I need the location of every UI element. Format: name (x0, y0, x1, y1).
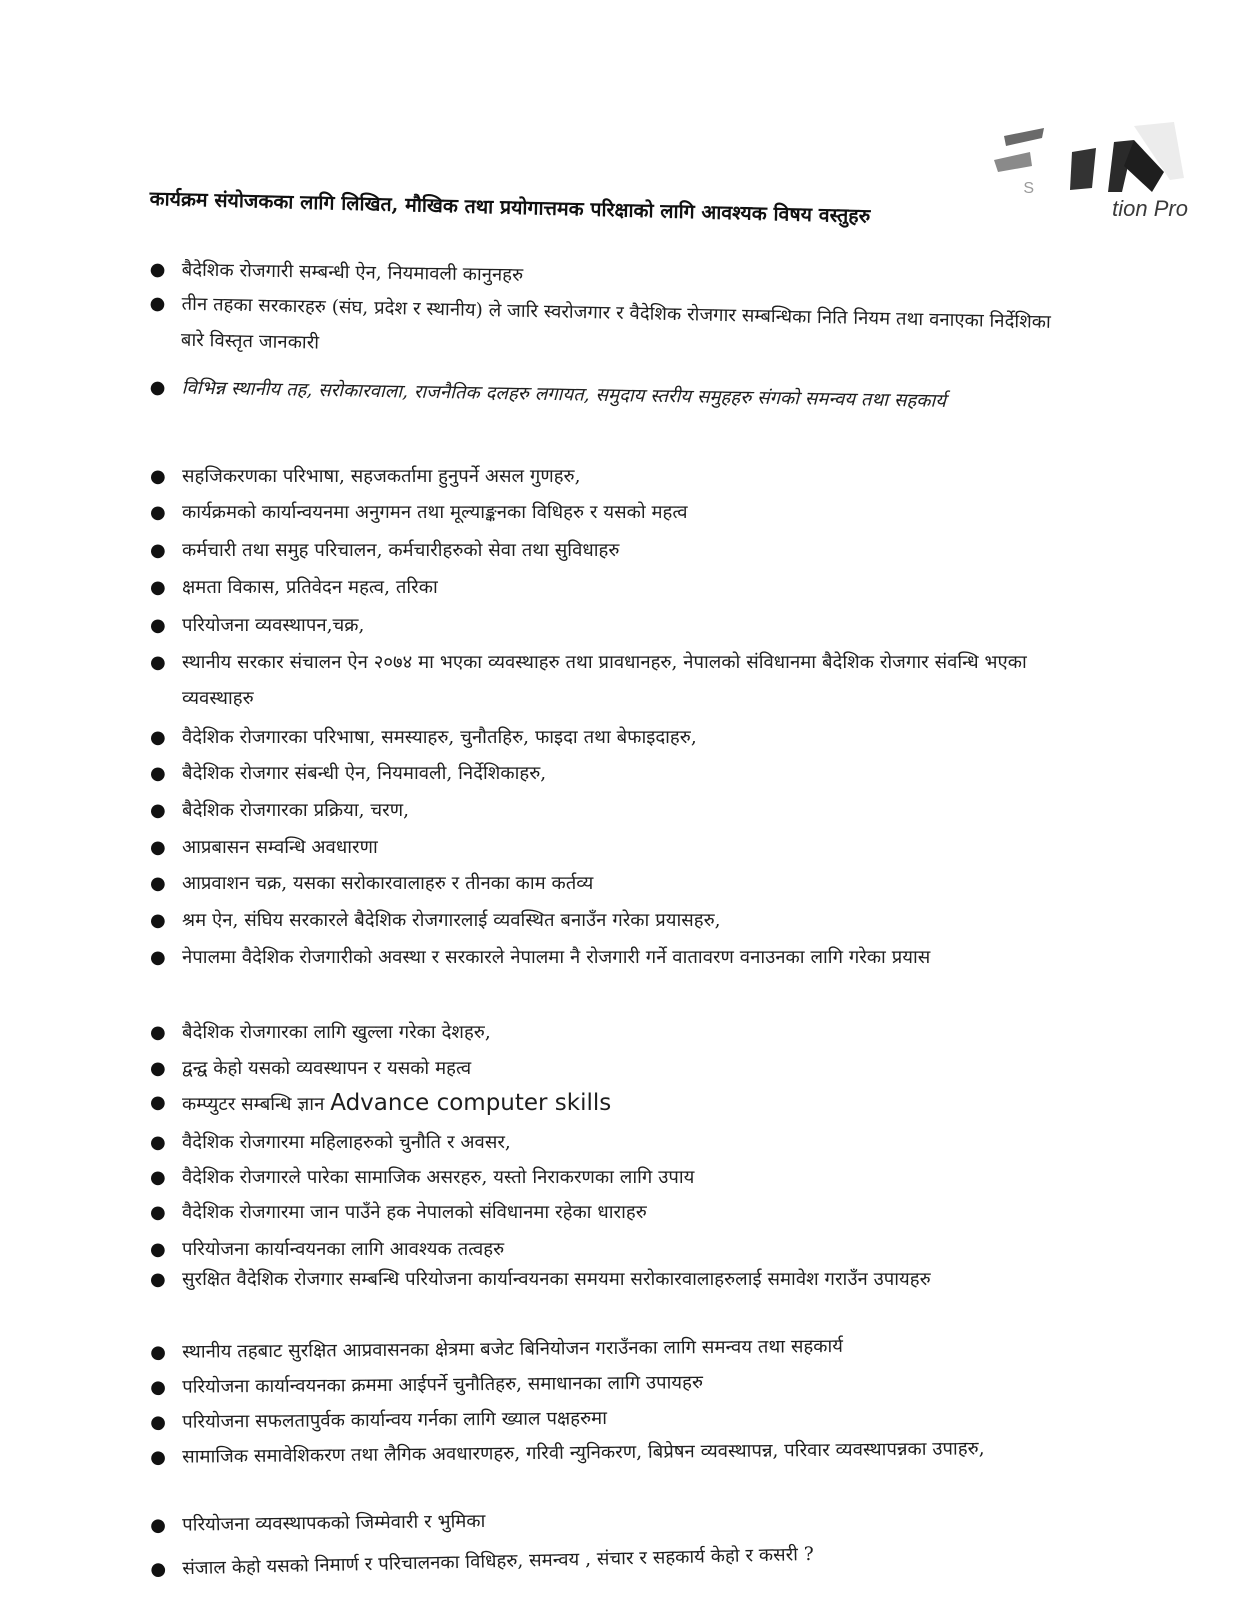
list-item-text: वैदेशिक रोजगारमा जान पाउँने हक नेपालको संविधानमा रहेका धाराहरु (182, 1202, 647, 1223)
list-item (150, 756, 1070, 792)
list-item-text (150, 1085, 1070, 1123)
logo-small-text: S (1023, 180, 1034, 197)
list-item-text: नेपालमा वैदेशिक रोजगारीको अवस्था र सरकारले नेपालमा नै रोजगारी गर्ने वातावरण वनाउनका लागि गरेका प्रयास (182, 947, 931, 968)
list-item-text: आप्रबासन सम्वन्धि अवधारणा (182, 837, 378, 858)
list-item (150, 1051, 1070, 1087)
list-item-text: तीन तहका सरकारहरु (संघ, प्रदेश र स्थानीय) ले जारि स्वरोजगार र वैदेशिक रोजगार सम्बन्धिका निति नियम तथा वनाएका निर्देशिका बारे विस्तृत जानकारी (180, 293, 1051, 354)
list-item (150, 495, 1070, 531)
list-item (150, 903, 1070, 939)
list-item (150, 1262, 1070, 1298)
list-item-text: आप्रवाशन चक्र, यसका सरोकारवालाहरु र तीनका काम कर्तव्य (182, 873, 594, 894)
list-item (150, 1125, 1070, 1161)
bullet-icon: ● (150, 577, 166, 598)
list-item (150, 645, 1070, 717)
list-item-text: परियोजना कार्यान्वयनका लागि आवश्यक तत्वहरु (182, 1239, 505, 1260)
bullet-icon: ● (150, 1132, 166, 1153)
list-item (150, 459, 1070, 495)
bullet-icon: ● (150, 1092, 166, 1113)
list-item (150, 1085, 1070, 1123)
list-item-text: परियोजना व्यवस्थापन,चक्र, (182, 615, 365, 636)
list-item-text: क्षमता विकास, प्रतिवेदन महत्व, तरिका (182, 577, 438, 598)
bullet-icon: ● (150, 837, 166, 858)
page-title: कार्यक्रम संयोजकका लागि लिखित, मौखिक तथा प्रयोगात्तमक परिक्षाको लागि आवश्यक विषय वस्तुहरु (149, 186, 871, 228)
list-item (150, 793, 1070, 829)
list-item-text: संजाल केहो यसको निमार्ण र परिचालनका विधिहरु, समन्वय , संचार र सहकार्य केहो र कसरी ? (182, 1543, 815, 1580)
list-item-text: सामाजिक समावेशिकरण तथा लैगिक अवधारणहरु, गरिवी न्युनिकरण, बिप्रेषन व्यवस्थापन्न, परिवार व्यवस्थापन्नका उपाहरु, (182, 1438, 985, 1468)
bullet-icon: ● (150, 1558, 167, 1580)
list-item-text: सहजिकरणका परिभाषा, सहजकर्तामा हुनुपर्ने असल गुणहरु, (182, 466, 581, 487)
bullet-icon: ● (150, 1022, 166, 1043)
bullet-icon: ● (150, 652, 166, 673)
list-item-text: वैदेशिक रोजगारले पारेका सामाजिक असरहरु, यस्तो निराकरणका लागि उपाय (182, 1167, 695, 1188)
bullet-icon: ● (150, 502, 166, 523)
bullet-icon: ● (150, 540, 166, 561)
list-item (150, 866, 1070, 902)
list-item-text: कर्मचारी तथा समुह परिचालन, कर्मचारीहरुको सेवा तथा सुविधाहरु (182, 540, 620, 561)
list-item-text: स्थानीय सरकार संचालन ऐन २०७४ मा भएका व्यवस्थाहरु तथा प्रावधानहरु, नेपालको संविधानमा बैदेशिक रोजगार संवन्धि भएका व्यवस्थाहरु (182, 652, 1027, 709)
bullet-icon: ● (150, 1446, 167, 1468)
list-item (150, 570, 1070, 606)
list-item-text: बैदेशिक रोजगारका लागि खुल्ला गरेका देशहरु, (182, 1022, 491, 1043)
bullet-icon: ● (150, 1341, 166, 1363)
bullet-icon: ● (150, 763, 166, 784)
bullet-icon: ● (149, 292, 166, 315)
bullet-icon: ● (150, 910, 166, 931)
list-item-text: वैदेशिक रोजगारका परिभाषा, समस्याहरु, चुनौतहिरु, फाइदा तथा बेफाइदाहरु, (182, 727, 697, 748)
list-item-text: बैदेशिक रोजगारी सम्बन्धी ऐन, नियमावली कानुनहरु (181, 259, 524, 286)
bullet-icon: ● (150, 1376, 166, 1398)
bullet-icon: ● (150, 873, 166, 894)
list-item (150, 720, 1070, 756)
list-item (150, 1160, 1070, 1196)
list-item-text: वैदेशिक रोजगारमा महिलाहरुको चुनौति र अवसर, (182, 1132, 511, 1153)
list-item-text-nepali: कम्प्युटर सम्बन्धि ज्ञान (182, 1094, 325, 1115)
list-item (150, 1015, 1070, 1051)
bullet-icon: ● (150, 1514, 167, 1536)
bullet-icon: ● (150, 1411, 166, 1433)
bullet-icon: ● (149, 258, 166, 281)
list-item-text: परियोजना कार्यान्वयनका क्रममा आईपर्ने चुनौतिहरु, समाधानका लागि उपायहरु (182, 1372, 704, 1398)
list-item-text: कार्यक्रमको कार्यान्वयनमा अनुगमन तथा मूल्याङ्कनका विधिहरु र यसको महत्व (182, 502, 688, 523)
list-item (149, 370, 1069, 422)
english-phrase: Advance computer skills (330, 1090, 612, 1116)
list-item (150, 533, 1070, 569)
bullet-icon: ● (150, 615, 166, 636)
bullet-icon: ● (150, 947, 166, 968)
list-item-text: श्रम ऐन, संघिय सरकारले बैदेशिक रोजगारलाई व्यवस्थित बनाउँन गरेका प्रयासहरु, (182, 910, 721, 931)
bullet-icon: ● (150, 1269, 166, 1290)
bullet-icon: ● (150, 1058, 166, 1079)
bullet-icon: ● (149, 376, 166, 399)
list-item (150, 608, 1070, 644)
list-item-text: द्वन्द्व केहो यसको व्यवस्थापन र यसको महत्व (182, 1058, 472, 1079)
list-item (150, 830, 1070, 866)
bullet-icon: ● (150, 1239, 166, 1260)
list-item-text: सुरक्षित वैदेशिक रोजगार सम्बन्धि परियोजना कार्यान्वयनका समयमा सरोकारवालाहरुलाई समावेश गराउँन उपायहरु (182, 1269, 931, 1290)
bullet-icon: ● (150, 727, 166, 748)
list-item (150, 940, 1070, 976)
bullet-icon: ● (150, 800, 166, 821)
bullet-icon: ● (150, 466, 166, 487)
list-item-text: बैदेशिक रोजगारका प्रक्रिया, चरण, (182, 800, 409, 821)
list-item-text: विभिन्न स्थानीय तह, सरोकारवाला, राजनैतिक दलहरु लगायत, समुदाय स्तरीय समुहहरु संगको समन्वय तथा सहकार्य (181, 377, 947, 412)
list-item (150, 1195, 1070, 1231)
list-item-text: स्थानीय तहबाट सुरक्षित आप्रवासनका क्षेत्रमा बजेट बिनियोजन गराउँनका लागि समन्वय तथा सहकार्य (182, 1335, 844, 1363)
bullet-icon: ● (150, 1167, 166, 1188)
list-item-text: परियोजना सफलतापुर्वक कार्यान्वय गर्नका लागि ख्याल पक्षहरुमा (182, 1408, 608, 1433)
logo-caption: tion Pro (1112, 196, 1188, 221)
list-item-text: बैदेशिक रोजगार संबन्धी ऐन, नियमावली, निर्देशिकाहरु, (182, 763, 547, 784)
list-item-text: परियोजना व्यवस्थापकको जिम्मेवारी र भुमिका (182, 1510, 486, 1536)
bullet-icon: ● (150, 1202, 166, 1223)
